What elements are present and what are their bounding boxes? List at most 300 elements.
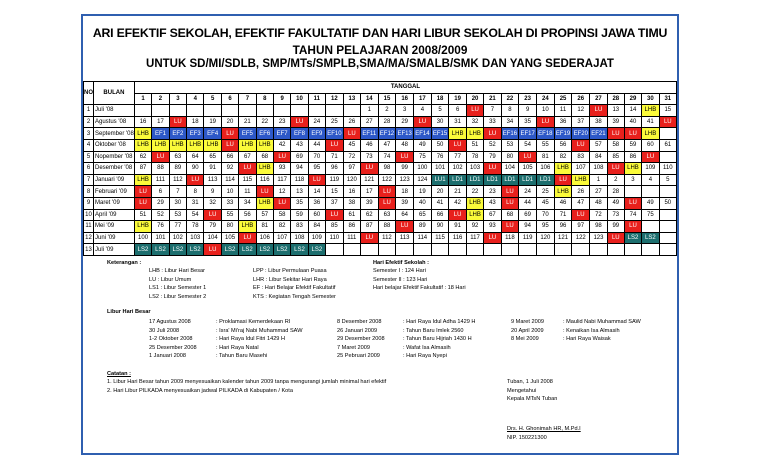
day-cell	[642, 221, 659, 233]
row-number: 11	[84, 221, 94, 233]
day-header-2: 2	[152, 93, 169, 105]
day-cell: 99	[396, 163, 414, 175]
day-cell: LHB	[256, 163, 273, 175]
day-cell: 49	[642, 197, 659, 209]
day-cell: LHB	[466, 128, 483, 140]
day-cell: 25	[326, 116, 344, 128]
day-cell: 60	[308, 209, 325, 221]
libur-date: 20 April 2009	[511, 327, 544, 334]
day-cell: LS2	[169, 244, 186, 256]
day-cell: 74	[624, 209, 641, 221]
day-header-16: 16	[396, 93, 414, 105]
day-cell	[449, 244, 466, 256]
day-cell: 72	[343, 151, 360, 163]
day-header-7: 7	[239, 93, 256, 105]
day-cell: EF20	[572, 128, 590, 140]
day-header-27: 27	[590, 93, 608, 105]
day-cell: 79	[484, 151, 501, 163]
day-cell: 13	[291, 186, 308, 198]
day-header-8: 8	[256, 93, 273, 105]
day-cell: 30	[169, 197, 186, 209]
day-cell: 16	[134, 116, 151, 128]
day-cell: 6	[152, 186, 169, 198]
day-cell: EF3	[187, 128, 204, 140]
day-cell: 3	[396, 105, 414, 117]
day-header-29: 29	[624, 93, 641, 105]
libur-date: 8 Desember 2008	[337, 319, 382, 325]
day-cell: LU	[607, 232, 624, 244]
day-cell: 69	[519, 209, 537, 221]
day-cell: 115	[431, 232, 449, 244]
libur-name: : Tahun Baru Imlek 2560	[403, 327, 464, 334]
day-header-18: 18	[431, 93, 449, 105]
day-header-25: 25	[554, 93, 572, 105]
day-cell: 104	[204, 232, 221, 244]
day-cell: 49	[414, 139, 432, 151]
day-cell: LD1	[536, 174, 554, 186]
day-cell: EF16	[501, 128, 519, 140]
day-cell: 12	[273, 186, 290, 198]
day-cell: 123	[396, 174, 414, 186]
libur-name: : Proklamasi Kemerdekaan RI	[216, 319, 291, 325]
day-cell: LHB	[624, 163, 641, 175]
signature-nip: NIP. 150221300	[507, 434, 547, 441]
day-cell: 1	[360, 105, 378, 117]
day-cell: LU	[642, 151, 659, 163]
keterangan-item: LHR : Libur Sekitar Hari Raya	[253, 276, 327, 283]
day-cell: LHB	[134, 221, 151, 233]
day-cell: 119	[326, 174, 344, 186]
libur-date: 1-2 Oktober 2008	[149, 336, 193, 343]
day-cell: EF21	[590, 128, 608, 140]
day-cell: 122	[378, 174, 396, 186]
day-cell	[343, 105, 360, 117]
calendar-body	[84, 105, 677, 256]
day-cell: LU	[134, 197, 151, 209]
keterangan-col-1	[149, 267, 206, 301]
day-cell	[642, 186, 659, 198]
day-cell: 29	[396, 116, 414, 128]
day-cell: 35	[291, 197, 308, 209]
day-cell: LU	[466, 105, 483, 117]
day-cell: LU	[607, 163, 624, 175]
day-header-13: 13	[343, 93, 360, 105]
day-header-20: 20	[466, 93, 483, 105]
day-cell: 82	[273, 221, 290, 233]
day-cell: 53	[501, 139, 519, 151]
keterangan-col-2	[253, 267, 336, 301]
day-cell	[624, 186, 641, 198]
day-cell: 75	[642, 209, 659, 221]
day-cell: 71	[326, 151, 344, 163]
day-cell: LU	[624, 128, 641, 140]
libur-name: : Kenaikan Isa Almasih	[563, 327, 620, 334]
day-cell	[204, 105, 221, 117]
day-cell: 90	[431, 221, 449, 233]
table-row	[84, 209, 677, 221]
day-header-3: 3	[169, 93, 186, 105]
day-cell: LU	[291, 116, 308, 128]
catatan-list	[107, 378, 386, 395]
table-row	[84, 221, 677, 233]
day-cell: LU	[484, 232, 501, 244]
day-cell: 20	[221, 116, 238, 128]
day-cell: 36	[554, 116, 572, 128]
efektif-list	[373, 267, 466, 293]
day-header-21: 21	[484, 93, 501, 105]
day-cell: 80	[501, 151, 519, 163]
day-cell: 81	[256, 221, 273, 233]
day-cell: 57	[256, 209, 273, 221]
efektif-item: Semester II : 123 Hari	[373, 276, 428, 283]
efektif-item: Semester I : 124 Hari	[373, 268, 426, 274]
day-cell: EF8	[291, 128, 308, 140]
day-cell: 62	[134, 151, 151, 163]
day-cell: 9	[204, 186, 221, 198]
day-cell: 104	[501, 163, 519, 175]
libur-col3-names	[563, 318, 641, 344]
day-cell: 87	[360, 221, 378, 233]
libur-date: 29 Desember 2008	[337, 336, 385, 343]
day-cell: 90	[187, 163, 204, 175]
day-cell: 14	[308, 186, 325, 198]
header-bulan: BULAN	[94, 82, 135, 105]
day-cell: 102	[169, 232, 186, 244]
day-cell: 73	[360, 151, 378, 163]
day-cell: LU	[484, 163, 501, 175]
day-cell: LU	[326, 209, 344, 221]
day-cell: 48	[396, 139, 414, 151]
day-cell: 105	[519, 163, 537, 175]
table-row	[84, 105, 677, 117]
day-cell: LU	[221, 139, 238, 151]
day-cell: LS2	[239, 244, 256, 256]
day-cell: 4	[414, 105, 432, 117]
day-header-17: 17	[414, 93, 432, 105]
day-cell: 89	[169, 163, 186, 175]
day-cell: 43	[291, 139, 308, 151]
day-cell: 61	[659, 139, 676, 151]
table-row	[84, 244, 677, 256]
day-cell	[659, 151, 676, 163]
day-cell: LHB	[204, 139, 221, 151]
day-cell: 46	[360, 139, 378, 151]
day-cell: 109	[642, 163, 659, 175]
day-cell: LU	[414, 116, 432, 128]
day-cell: 66	[431, 209, 449, 221]
day-cell: 5	[431, 105, 449, 117]
day-cell: LU	[308, 174, 325, 186]
calendar-table	[83, 81, 677, 256]
day-cell: 78	[466, 151, 483, 163]
day-cell: 7	[484, 105, 501, 117]
day-cell: 56	[554, 139, 572, 151]
day-cell: 49	[607, 197, 624, 209]
day-cell: 39	[607, 116, 624, 128]
day-cell: 38	[343, 197, 360, 209]
day-cell: 1	[590, 174, 608, 186]
day-cell: 27	[590, 186, 608, 198]
catatan-item: 2. Hari Libur PILKADA menyesuaikan jadwal PILKADA di Kabupaten / Kota	[107, 387, 293, 394]
day-cell: 118	[291, 174, 308, 186]
day-cell: 88	[378, 221, 396, 233]
day-cell: LU	[501, 197, 519, 209]
day-cell	[642, 244, 659, 256]
day-cell: 32	[204, 197, 221, 209]
day-cell: LHB	[169, 139, 186, 151]
day-cell: LHB	[134, 128, 151, 140]
day-cell: 79	[204, 221, 221, 233]
day-cell: 105	[221, 232, 238, 244]
day-header-9: 9	[273, 93, 290, 105]
day-cell: LU	[396, 151, 414, 163]
day-cell: 47	[378, 139, 396, 151]
day-cell: 56	[239, 209, 256, 221]
day-cell: LS2	[152, 244, 169, 256]
day-cell: LU	[204, 209, 221, 221]
day-cell: 64	[396, 209, 414, 221]
day-cell: 113	[204, 174, 221, 186]
day-cell: 109	[308, 232, 325, 244]
day-cell	[326, 244, 344, 256]
day-cell: 68	[501, 209, 519, 221]
efektif-item: Hari belajar Efektif Fakultatif : 18 Hari	[373, 285, 466, 292]
day-cell: LD1	[466, 174, 483, 186]
day-cell: 111	[343, 232, 360, 244]
row-number: 4	[84, 139, 94, 151]
day-cell: 54	[187, 209, 204, 221]
libur-date: 9 Maret 2009	[511, 319, 544, 325]
day-header-15: 15	[378, 93, 396, 105]
day-cell: 22	[256, 116, 273, 128]
day-cell: 112	[378, 232, 396, 244]
day-cell: 8	[187, 186, 204, 198]
day-cell: 103	[187, 232, 204, 244]
libur-name: : Hari Raya Natal	[216, 344, 259, 351]
day-cell: LU	[169, 116, 186, 128]
catatan-item: 1. Libur Hari Besar tahun 2009 menyesuaikan kalender tahun 2009 tanpa mengurangi jumlah minimal hari efektif	[107, 379, 387, 385]
day-cell: 68	[256, 151, 273, 163]
day-cell: LD1	[519, 174, 537, 186]
day-header-6: 6	[221, 93, 238, 105]
day-cell: 47	[572, 197, 590, 209]
day-cell: 92	[466, 221, 483, 233]
day-cell: 31	[187, 197, 204, 209]
day-cell: LHB	[134, 139, 151, 151]
day-cell: 70	[308, 151, 325, 163]
day-cell: LHB	[152, 139, 169, 151]
table-row	[84, 186, 677, 198]
day-cell: LU	[501, 186, 519, 198]
day-cell	[519, 244, 537, 256]
day-cell	[396, 244, 414, 256]
day-cell: LU	[501, 221, 519, 233]
day-cell: LU	[590, 105, 608, 117]
day-cell: EF1	[152, 128, 169, 140]
day-cell: 26	[343, 116, 360, 128]
day-cell	[134, 105, 151, 117]
libur-name: : Hari Raya Nyepi	[403, 353, 447, 360]
row-number: 6	[84, 163, 94, 175]
row-number: 9	[84, 197, 94, 209]
day-cell	[536, 244, 554, 256]
day-header-28: 28	[607, 93, 624, 105]
day-cell: LHB	[187, 139, 204, 151]
day-cell: EF9	[308, 128, 325, 140]
day-cell: LU	[607, 128, 624, 140]
day-cell	[659, 209, 676, 221]
day-cell	[326, 105, 344, 117]
day-cell: LU	[554, 174, 572, 186]
day-cell: 119	[519, 232, 537, 244]
day-cell	[501, 244, 519, 256]
keterangan-item: LS1 : Libur Semester 1	[149, 285, 207, 292]
document-page	[81, 14, 679, 455]
day-cell: 26	[572, 186, 590, 198]
day-cell: 17	[152, 116, 169, 128]
day-cell: 99	[607, 221, 624, 233]
day-cell: 116	[449, 232, 466, 244]
day-cell: 51	[466, 139, 483, 151]
day-cell: LS2	[134, 244, 151, 256]
day-cell: 108	[291, 232, 308, 244]
libur-name: : Tahun Baru Hijriah 1430 H	[403, 336, 472, 343]
day-cell: 100	[134, 232, 151, 244]
day-cell: LU	[134, 186, 151, 198]
row-month: Juli '09	[94, 244, 135, 256]
day-cell: EF18	[536, 128, 554, 140]
day-cell: 11	[239, 186, 256, 198]
day-cell: LU	[204, 244, 221, 256]
day-cell: 15	[326, 186, 344, 198]
day-cell: 62	[360, 209, 378, 221]
day-cell: 77	[449, 151, 466, 163]
day-cell: 116	[256, 174, 273, 186]
libur-name: : Hari Raya Idul Adha 1429 H	[403, 319, 476, 325]
day-cell: 52	[152, 209, 169, 221]
day-cell: 44	[308, 139, 325, 151]
day-cell: 31	[449, 116, 466, 128]
day-cell: 85	[326, 221, 344, 233]
day-cell: 110	[326, 232, 344, 244]
day-cell: LU	[273, 197, 290, 209]
day-cell: 52	[484, 139, 501, 151]
day-cell: LS2	[221, 244, 238, 256]
day-cell: 10	[536, 105, 554, 117]
day-cell: 45	[343, 139, 360, 151]
day-cell: LU	[572, 209, 590, 221]
day-cell: 59	[624, 139, 641, 151]
day-cell: LS2	[624, 232, 641, 244]
day-cell: 101	[152, 232, 169, 244]
day-cell	[414, 244, 432, 256]
day-cell: 29	[152, 197, 169, 209]
row-number: 8	[84, 186, 94, 198]
keterangan-item: LS2 : Libur Semester 2	[149, 293, 207, 300]
day-cell: 24	[519, 186, 537, 198]
day-cell: 96	[554, 221, 572, 233]
day-header-31: 31	[659, 93, 676, 105]
day-cell: LHB	[466, 197, 483, 209]
signature-block	[507, 378, 557, 404]
day-cell: 37	[572, 116, 590, 128]
day-cell: 9	[519, 105, 537, 117]
day-cell: 15	[659, 105, 676, 117]
row-month: Juni '09	[94, 232, 135, 244]
day-cell	[152, 105, 169, 117]
day-cell: LS2	[273, 244, 290, 256]
day-cell: 124	[414, 174, 432, 186]
day-cell: 101	[431, 163, 449, 175]
day-cell: LU	[449, 209, 466, 221]
row-month: Januari '09	[94, 174, 135, 186]
day-cell: EF19	[554, 128, 572, 140]
day-cell: 98	[590, 221, 608, 233]
row-number: 1	[84, 105, 94, 117]
row-month: Desember '08	[94, 163, 135, 175]
day-cell: LU	[221, 128, 238, 140]
day-cell: 63	[378, 209, 396, 221]
day-cell: 94	[291, 163, 308, 175]
day-cell: 86	[624, 151, 641, 163]
day-cell: LHB	[642, 128, 659, 140]
libur-date: 1 Januari 2008	[149, 353, 187, 360]
day-cell: LU	[187, 174, 204, 186]
row-number: 10	[84, 209, 94, 221]
day-cell: 98	[378, 163, 396, 175]
row-month: Maret '09	[94, 197, 135, 209]
day-header-26: 26	[572, 93, 590, 105]
day-cell: 10	[221, 186, 238, 198]
day-cell	[291, 105, 308, 117]
day-cell: 11	[554, 105, 572, 117]
day-cell: LHB	[256, 197, 273, 209]
day-cell	[554, 244, 572, 256]
day-cell: LU	[659, 116, 676, 128]
day-cell: 63	[169, 151, 186, 163]
day-cell: 40	[624, 116, 641, 128]
table-row	[84, 151, 677, 163]
day-header-30: 30	[642, 93, 659, 105]
day-cell: 5	[659, 174, 676, 186]
day-cell: 106	[536, 163, 554, 175]
keterangan-item: LPP : Libur Permulaan Puasa	[253, 268, 327, 274]
day-cell: 117	[466, 232, 483, 244]
day-cell: 95	[308, 163, 325, 175]
day-header-12: 12	[326, 93, 344, 105]
day-cell: 110	[659, 163, 676, 175]
header-tanggal: TANGGAL	[134, 82, 676, 94]
day-cell: 4	[642, 174, 659, 186]
day-cell: 28	[607, 186, 624, 198]
day-cell: 108	[590, 163, 608, 175]
day-cell: LU	[239, 232, 256, 244]
row-number: 13	[84, 244, 94, 256]
day-cell: EF11	[360, 128, 378, 140]
libur-col2-names	[403, 318, 475, 361]
row-month: Februari '09	[94, 186, 135, 198]
row-number: 3	[84, 128, 94, 140]
libur-date: 17 Agustus 2008	[149, 319, 191, 325]
day-cell: 40	[414, 197, 432, 209]
day-cell: EF14	[414, 128, 432, 140]
signature-mengetahui: Mengetahui	[507, 387, 537, 394]
day-cell: LD1	[484, 174, 501, 186]
day-cell	[466, 244, 483, 256]
day-cell: 100	[414, 163, 432, 175]
day-cell: EF13	[396, 128, 414, 140]
day-cell: LS2	[291, 244, 308, 256]
